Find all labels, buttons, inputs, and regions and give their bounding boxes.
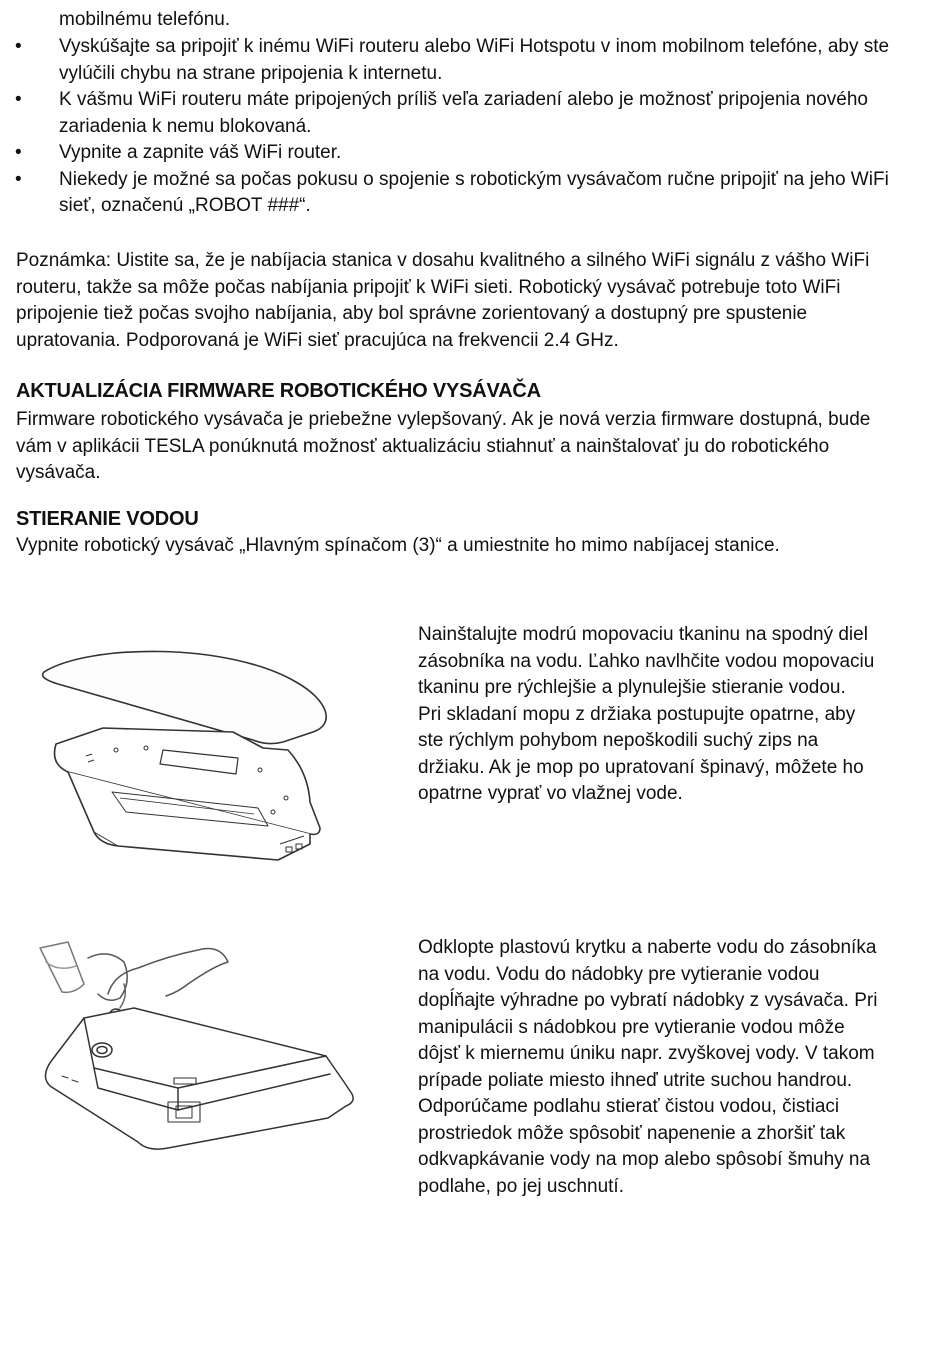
mop-instructions — [418, 622, 878, 808]
list-item — [0, 167, 900, 220]
list-item — [0, 140, 900, 167]
list-item-text: Niekedy je možné sa počas pokusu o spojenie s robotickým vysávačom ručne pripojiť na jeho WiFi sieť, označenú „ROBOT ###“. — [59, 168, 889, 216]
firmware-heading: AKTUALIZÁCIA FIRMWARE ROBOTICKÉHO VYSÁVAČA — [16, 380, 541, 402]
bullet-icon: • — [15, 142, 22, 163]
cleaning-recommendation-paragraph: Odporúčame podlahu stierať čistou vodou, čistiaci prostriedok môže spôsobiť napenenie a zhoršiť tak odkvapkávanie vody na mop alebo spôsobí šmuhy na podlahe, po jej uschnutí. — [418, 1096, 871, 1197]
water-filling-paragraph: Odklopte plastovú krytku a naberte vodu do zásobníka na vodu. Vodu do nádobky pre vytieranie vodou dopĺňajte výhradne po vybratí nádobky z vysávača. Pri manipulácii s nádobkou pre vytieranie vodou môže dôjsť k miernemu úniku napr. zvyškovej vody. V takom prípade poliate miesto ihneď utrite suchou handrou. — [418, 937, 878, 1091]
mop-care-paragraph: Pri skladaní mopu z držiaka postupujte opatrne, aby ste rýchlym pohybom nepoškodili suchý zips na držiaku. Ak je mop po upratovaní špinavý, môžete ho opatrne vyprať vo vlažnej vode. — [418, 703, 864, 804]
list-item — [0, 87, 900, 140]
continuation-text: mobilnému telefónu. — [59, 9, 231, 30]
mop-instruction-paragraph: Nainštalujte modrú mopovaciu tkaninu na spodný diel zásobníka na vodu. Ľahko navlhčite vodou mopovaciu tkaninu pre rýchlejšie a plynulejšie stieranie vodou. — [418, 624, 875, 698]
list-item-text: Vyskúšajte sa pripojiť k inému WiFi routeru alebo WiFi Hotspotu v inom mobilnom telefóne, aby ste vylúčili chybu na strane pripojenia k internetu. — [59, 36, 890, 84]
mopping-heading: STIERANIE VODOU — [16, 508, 199, 530]
mop-installation-illustration — [28, 622, 338, 884]
bullet-icon: • — [15, 168, 22, 190]
water-tank-filling-illustration — [28, 938, 360, 1160]
note-paragraph: Poznámka: Uistite sa, že je nabíjacia stanica v dosahu kvalitného a silného WiFi signálu z vášho WiFi routeru, takže sa môže počas nabíjania pripojiť k WiFi sieti. Robotický vysávač potrebuje toto WiFi pripojenie tiež počas svojho nabíjania, aby bol správne zorientovaný a dostupný pre spustenie upratovania. Podporovaná je WiFi sieť pracujúca na frekvencii 2.4 GHz. — [16, 250, 870, 351]
bullet-icon: • — [15, 36, 22, 57]
firmware-paragraph: Firmware robotického vysávača je priebežne vylepšovaný. Ak je nová verzia firmware dostupná, bude vám v aplikácii TESLA ponúknutá možnosť aktualizáciu stiahnuť a nainštalovať ju do robotického vysávača. — [16, 409, 871, 483]
mopping-intro: Vypnite robotický vysávač „Hlavným spínačom (3)“ a umiestnite ho mimo nabíjacej stanice. — [16, 535, 780, 556]
list-item — [0, 34, 900, 87]
water-filling-instructions — [418, 935, 878, 1200]
list-item-text: Vypnite a zapnite váš WiFi router. — [59, 142, 342, 163]
bullet-icon: • — [15, 89, 22, 110]
list-item-text: K vášmu WiFi routeru máte pripojených príliš veľa zariadení alebo je možnosť pripojenia nového zariadenia k nemu blokovaná. — [59, 89, 868, 137]
troubleshooting-list — [0, 34, 900, 220]
